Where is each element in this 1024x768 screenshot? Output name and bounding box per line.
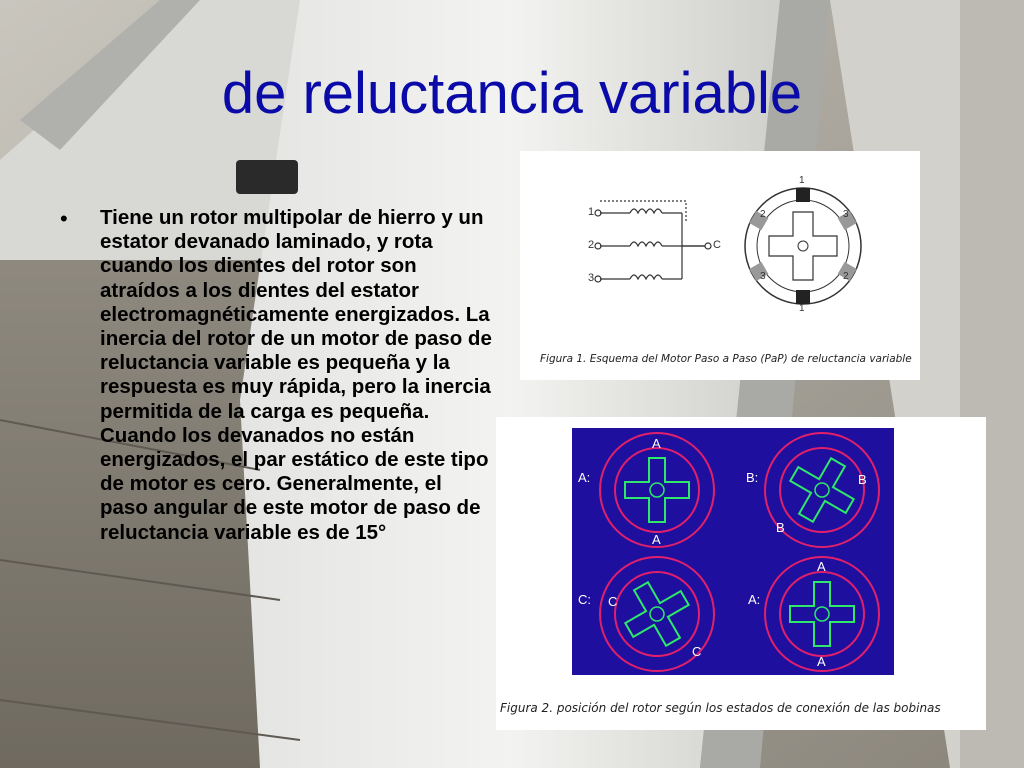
stator-label-right-top: 3 (843, 209, 849, 220)
stator-label-right-bottom: 2 (843, 271, 849, 282)
stator-label-left-top: 2 (760, 209, 766, 220)
pole-label-3-top: C (608, 594, 618, 609)
bullet-text: Tiene un rotor multipolar de hierro y un estator devanado laminado, y rota cuando los dientes del rotor son atraídos a los dientes del estator electromagnéticamente energizados. La inercia del rotor de un motor de paso de reluctancia variable es pequeña y la respuesta es muy rápida, pero la inercia permitida de la carga es pequeña. Cuando los devanados no están energizados, el par estático de este tipo de motor es cero. Generalmente, el paso angular de este motor de paso de reluctancia variable es de 15° (100, 206, 492, 544)
stator-label-top: 1 (799, 175, 805, 186)
pole-label-2-top: B (858, 472, 867, 487)
coil-label-1: 1 (588, 206, 595, 218)
rotor-positions-drawing (572, 428, 894, 675)
state-label-1: A: (578, 470, 591, 485)
coil-label-2: 2 (588, 239, 595, 251)
state-label-4: A: (748, 592, 761, 607)
slide-title: de reluctancia variable (221, 61, 803, 126)
pole-label-1-top: A (652, 436, 661, 451)
state-label-2: B: (746, 470, 759, 485)
state-label-3: C: (578, 592, 591, 607)
rotor-positions-panel (572, 428, 894, 675)
pole-label-3-bottom: C (692, 644, 702, 659)
pole-label-4-bottom: A (817, 654, 826, 669)
pole-label-2-bottom: B (776, 520, 785, 535)
bullet-marker: • (60, 206, 68, 231)
stator-label-bottom: 1 (799, 303, 805, 314)
pole-label-4-top: A (817, 559, 826, 574)
coil-label-3: 3 (588, 272, 595, 284)
pole-label-1-bottom: A (652, 532, 661, 547)
figure-2-caption: Figura 2. posición del rotor según los estados de conexión de las bobinas (500, 701, 941, 715)
stator-label-left-bottom: 3 (760, 271, 766, 282)
figure-1-caption: Figura 1. Esquema del Motor Paso a Paso (PaP) de reluctancia variable (540, 353, 912, 365)
stepper-schematic (520, 151, 920, 351)
common-label: C (713, 239, 721, 251)
figure-1 (520, 151, 920, 380)
figure-2 (496, 417, 986, 730)
